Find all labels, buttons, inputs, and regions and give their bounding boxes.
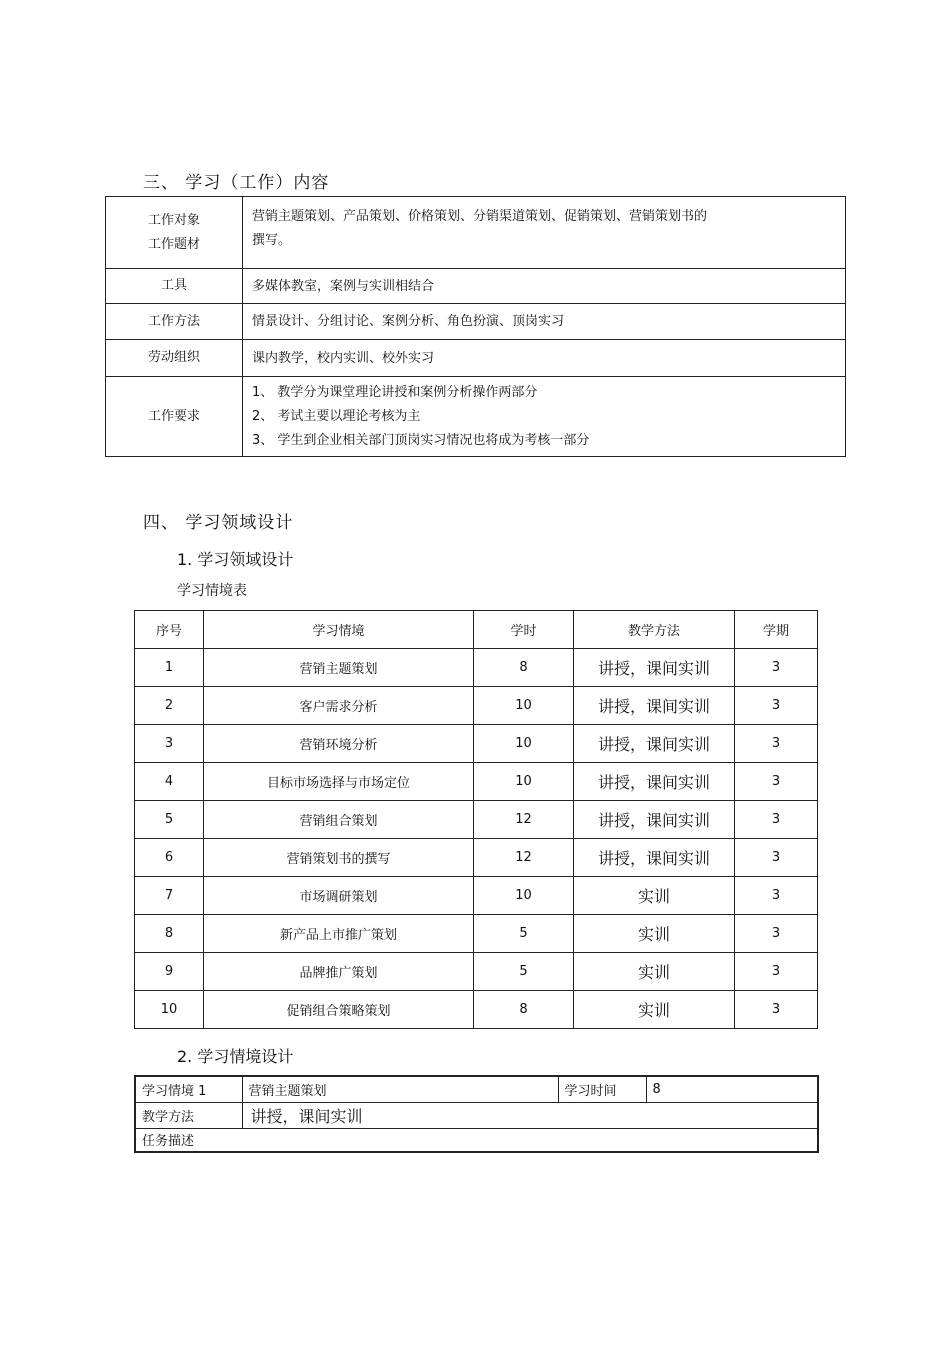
- cell-index: 8: [135, 915, 204, 953]
- cell-scenario: 目标市场选择与市场定位: [204, 763, 474, 801]
- cell-method: 讲授，课间实训: [574, 839, 735, 877]
- cell-term: 3: [735, 725, 818, 763]
- cell-term: 3: [735, 877, 818, 915]
- cell-scenario: 市场调研策划: [204, 877, 474, 915]
- column-header: 序号: [135, 611, 204, 649]
- cell-index: 7: [135, 877, 204, 915]
- cell-index: 6: [135, 839, 204, 877]
- table-row: [135, 1102, 818, 1128]
- column-header: 学习情境: [204, 611, 474, 649]
- cell-term: 3: [735, 687, 818, 725]
- cell-method: 讲授，课间实训: [574, 763, 735, 801]
- value-line: 营销主题策划、产品策划、价格策划、分销渠道策划、促销策划、营销策划书的: [252, 209, 708, 224]
- table-row: [106, 304, 846, 340]
- cell-method: 讲授，课间实训: [574, 649, 735, 687]
- cell-method: 实训: [574, 915, 735, 953]
- cell-hours: 12: [474, 801, 574, 839]
- cell-method: 讲授，课间实训: [574, 725, 735, 763]
- method-value: 讲授，课间实训: [242, 1102, 818, 1128]
- time-label: 学习时间: [558, 1076, 646, 1102]
- value-line: 2、 考试主要以理论考核为主: [252, 408, 421, 424]
- row-value: 情景设计、分组讨论、案例分析、角色扮演、顶岗实习: [243, 304, 846, 340]
- section4-heading: 四、 学习领域设计: [143, 513, 294, 533]
- cell-hours: 5: [474, 953, 574, 991]
- cell-hours: 10: [474, 725, 574, 763]
- cell-term: 3: [735, 649, 818, 687]
- time-value: 8: [646, 1076, 818, 1102]
- row-value: [243, 377, 846, 457]
- scenario-name: 营销主题策划: [242, 1076, 558, 1102]
- cell-hours: 8: [474, 991, 574, 1029]
- section3-heading: 三、 学习（工作）内容: [143, 173, 330, 193]
- cell-hours: 12: [474, 839, 574, 877]
- cell-method: 实训: [574, 991, 735, 1029]
- cell-scenario: 营销环境分析: [204, 725, 474, 763]
- cell-scenario: 新产品上市推广策划: [204, 915, 474, 953]
- table-row: [135, 1128, 818, 1152]
- value-line: 1、 教学分为课堂理论讲授和案例分析操作两部分: [252, 384, 538, 400]
- cell-index: 9: [135, 953, 204, 991]
- cell-hours: 8: [474, 649, 574, 687]
- method-label: 教学方法: [135, 1102, 242, 1128]
- cell-term: 3: [735, 915, 818, 953]
- table-row: [135, 763, 818, 801]
- row-value: [243, 197, 846, 269]
- cell-method: 讲授，课间实训: [574, 687, 735, 725]
- table-row: [106, 197, 846, 269]
- row-value: 课内教学，校内实训、校外实习: [243, 340, 846, 377]
- cell-method: 讲授，课间实训: [574, 801, 735, 839]
- cell-hours: 10: [474, 687, 574, 725]
- scenario-design-table: [134, 1075, 819, 1153]
- column-header: 学时: [474, 611, 574, 649]
- row-label: 工具: [106, 269, 243, 304]
- cell-term: 3: [735, 991, 818, 1029]
- subheading-1: 1. 学习领域设计: [177, 550, 294, 569]
- table-row: [106, 340, 846, 377]
- row-label: [106, 197, 243, 269]
- table-row: [135, 1076, 818, 1102]
- table-row: [135, 915, 818, 953]
- table-row: [135, 877, 818, 915]
- cell-index: 10: [135, 991, 204, 1029]
- cell-term: 3: [735, 839, 818, 877]
- table-row: [135, 687, 818, 725]
- table-row: [135, 725, 818, 763]
- learning-scenario-table: [134, 610, 818, 1029]
- value-line: 撰写。: [252, 233, 292, 248]
- cell-term: 3: [735, 801, 818, 839]
- cell-scenario: 客户需求分析: [204, 687, 474, 725]
- cell-index: 4: [135, 763, 204, 801]
- table-header-row: [135, 611, 818, 649]
- subheading-2: 2. 学习情境设计: [177, 1047, 294, 1066]
- table-row: [135, 649, 818, 687]
- cell-index: 2: [135, 687, 204, 725]
- row-label: 劳动组织: [106, 340, 243, 377]
- cell-index: 1: [135, 649, 204, 687]
- cell-hours: 10: [474, 763, 574, 801]
- work-content-table: [105, 196, 846, 457]
- task-label: 任务描述: [135, 1128, 818, 1152]
- cell-scenario: 品牌推广策划: [204, 953, 474, 991]
- row-value: 多媒体教室，案例与实训相结合: [243, 269, 846, 304]
- table-caption: 学习情境表: [177, 583, 247, 599]
- row-label: 工作要求: [106, 377, 243, 457]
- cell-method: 实训: [574, 877, 735, 915]
- cell-scenario: 营销主题策划: [204, 649, 474, 687]
- table-row: [135, 839, 818, 877]
- value-line: 3、 学生到企业相关部门顶岗实习情况也将成为考核一部分: [252, 432, 590, 448]
- column-header: 学期: [735, 611, 818, 649]
- table-row: [135, 953, 818, 991]
- row-label: 工作方法: [106, 304, 243, 340]
- scenario-label: 学习情境 1: [135, 1076, 242, 1102]
- cell-term: 3: [735, 953, 818, 991]
- label-line: 工作题材: [147, 236, 200, 252]
- cell-hours: 5: [474, 915, 574, 953]
- cell-term: 3: [735, 763, 818, 801]
- table-row: [135, 991, 818, 1029]
- cell-index: 5: [135, 801, 204, 839]
- label-line: 工作对象: [147, 212, 200, 228]
- table-row: [106, 269, 846, 304]
- cell-hours: 10: [474, 877, 574, 915]
- cell-method: 实训: [574, 953, 735, 991]
- table-row: [106, 377, 846, 457]
- cell-scenario: 营销策划书的撰写: [204, 839, 474, 877]
- cell-scenario: 营销组合策划: [204, 801, 474, 839]
- column-header: 教学方法: [574, 611, 735, 649]
- cell-scenario: 促销组合策略策划: [204, 991, 474, 1029]
- cell-index: 3: [135, 725, 204, 763]
- table-row: [135, 801, 818, 839]
